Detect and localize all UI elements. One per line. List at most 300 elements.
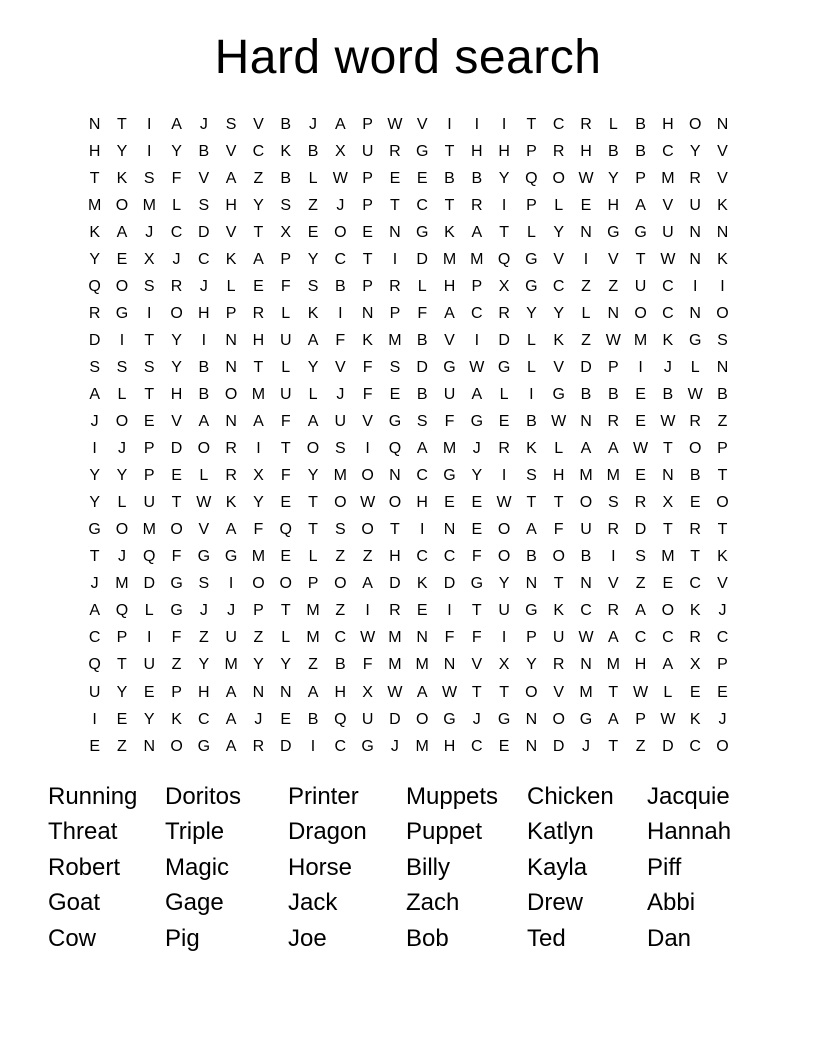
grid-letter: L (663, 683, 673, 701)
grid-letter: I (119, 331, 125, 349)
grid-letter: K (225, 494, 237, 512)
grid-letter: W (360, 629, 376, 647)
grid-letter: B (717, 385, 728, 403)
grid-letter: E (717, 683, 728, 701)
grid-letter: M (142, 521, 156, 539)
grid-letter: C (471, 737, 483, 755)
grid-letter: T (471, 602, 482, 620)
grid-letter: V (553, 683, 565, 701)
word-list-column (48, 779, 165, 956)
grid-letter: C (662, 304, 674, 322)
grid-letter: I (147, 304, 152, 322)
grid-letter: W (441, 683, 458, 701)
grid-letter: V (607, 575, 619, 593)
grid-letter: H (198, 304, 210, 322)
grid-letter: Y (171, 331, 182, 349)
grid-letter: M (606, 656, 620, 674)
grid-letter: R (580, 115, 592, 133)
grid-letter: T (444, 142, 455, 160)
grid-letter: R (225, 467, 237, 485)
grid-letter: K (717, 548, 728, 566)
grid-letter: N (662, 467, 674, 485)
grid-letter: T (444, 196, 455, 214)
grid-letter: B (662, 385, 674, 403)
grid-letter: V (225, 142, 237, 160)
grid-letter: V (171, 413, 182, 431)
grid-letter: O (361, 521, 374, 539)
grid-letter: F (444, 413, 455, 431)
word-list-column (288, 779, 406, 956)
grid-letter: J (117, 440, 126, 458)
grid-letter: R (607, 602, 620, 620)
grid-letter: W (605, 331, 621, 349)
grid-letter: E (498, 737, 510, 755)
grid-letter: E (143, 683, 155, 701)
grid-letter: C (252, 142, 265, 160)
grid-letter: G (497, 358, 511, 376)
grid-letter: O (525, 683, 538, 701)
grid-letter: O (497, 521, 511, 539)
grid-letter: N (607, 304, 620, 322)
grid-letter: R (471, 196, 483, 214)
grid-letter: H (88, 142, 101, 160)
grid-letter: M (633, 331, 648, 349)
grid-letter: M (388, 331, 402, 349)
grid-letter: G (361, 737, 374, 755)
grid-letter: E (444, 494, 455, 512)
grid-letter: Z (635, 737, 646, 755)
grid-letter: I (720, 277, 725, 295)
word-item: Triple (165, 818, 225, 846)
grid-letter: C (170, 223, 183, 241)
grid-letter: B (280, 169, 292, 187)
grid-letter: Y (553, 223, 565, 241)
grid-letter: U (552, 629, 565, 647)
grid-letter: E (171, 467, 182, 485)
word-item: Magic (165, 853, 230, 881)
grid-letter: K (171, 710, 182, 728)
grid-letter: H (471, 142, 483, 160)
grid-letter: O (661, 602, 675, 620)
grid-letter: B (607, 385, 619, 403)
grid-letter: T (553, 494, 564, 512)
grid-letter: D (443, 575, 456, 593)
grid-letter: J (472, 710, 481, 728)
grid-letter: K (362, 331, 373, 349)
grid-letter: N (580, 575, 592, 593)
grid-letter: Z (608, 277, 619, 295)
grid-letter: V (717, 575, 728, 593)
grid-letter: F (280, 277, 291, 295)
grid-letter: Y (498, 169, 510, 187)
grid-letter: U (443, 385, 456, 403)
grid-letter: O (334, 494, 347, 512)
word-list-column (406, 779, 527, 956)
grid-letter: E (116, 250, 128, 268)
grid-letter: E (471, 494, 483, 512)
grid-letter: I (692, 277, 698, 295)
grid-letter: Z (253, 169, 264, 187)
grid-letter: S (334, 521, 346, 539)
grid-letter: A (607, 710, 619, 728)
grid-letter: R (552, 656, 565, 674)
grid-letter: M (306, 602, 320, 620)
grid-letter: V (444, 331, 455, 349)
grid-letter: R (607, 413, 620, 431)
grid-letter: K (662, 331, 674, 349)
grid-letter: P (225, 304, 237, 322)
grid-letter: I (447, 602, 452, 620)
grid-letter: X (280, 223, 292, 241)
grid-letter: I (419, 521, 425, 539)
grid-letter: W (387, 683, 403, 701)
grid-letter: R (225, 440, 237, 458)
grid-letter: P (280, 250, 292, 268)
grid-letter: T (662, 521, 673, 539)
grid-letter: Z (581, 331, 591, 349)
word-item: Dan (647, 924, 692, 952)
grid-letter: Q (88, 656, 101, 674)
grid-letter: J (472, 440, 481, 458)
word-item: Jacquie (647, 783, 730, 810)
grid-letter: A (526, 521, 537, 539)
grid-letter: I (474, 331, 480, 349)
grid-letter: M (388, 656, 402, 674)
grid-letter: G (415, 142, 429, 160)
grid-letter: Q (525, 169, 538, 187)
grid-letter: D (662, 737, 674, 755)
grid-letter: I (147, 115, 152, 133)
grid-row (81, 111, 736, 138)
grid-letter: E (416, 602, 428, 620)
word-list-column (165, 779, 288, 956)
grid-letter: O (115, 196, 129, 214)
grid-letter: F (417, 304, 428, 322)
grid-letter: S (143, 169, 155, 187)
grid-letter: X (334, 142, 346, 160)
grid-letter: J (199, 277, 208, 295)
grid-letter: I (201, 331, 207, 349)
grid-letter: T (280, 602, 291, 620)
grid-letter: U (662, 223, 674, 241)
grid-letter: N (225, 358, 237, 376)
grid-letter: B (471, 169, 483, 187)
grid-letter: E (280, 548, 292, 566)
grid-letter: O (115, 521, 129, 539)
grid-letter: O (306, 440, 320, 458)
grid-letter: C (580, 602, 592, 620)
word-item: Bob (406, 924, 449, 952)
grid-letter: B (198, 142, 210, 160)
grid-letter: T (690, 548, 701, 566)
grid-letter: G (224, 548, 238, 566)
grid-letter: M (606, 467, 620, 485)
grid-letter: O (361, 467, 374, 485)
grid-letter: G (443, 467, 456, 485)
grid-letter: Z (253, 629, 264, 647)
word-item: Hannah (647, 818, 732, 846)
grid-letter: H (607, 196, 620, 214)
grid-letter: T (662, 440, 673, 458)
grid-row (81, 409, 736, 436)
grid-letter: T (253, 358, 264, 376)
word-item: Threat (48, 818, 118, 846)
grid-letter: A (334, 115, 346, 133)
grid-letter: X (498, 277, 510, 295)
grid-letter: K (444, 223, 455, 241)
grid-letter: S (307, 277, 319, 295)
grid-letter: Z (308, 196, 318, 214)
grid-letter: C (552, 277, 565, 295)
grid-letter: X (662, 494, 674, 512)
word-item: Doritos (165, 783, 242, 810)
grid-letter: P (389, 304, 401, 322)
grid-letter: C (689, 575, 701, 593)
grid-letter: L (281, 629, 291, 647)
grid-letter: D (198, 223, 210, 241)
grid-letter: M (142, 196, 156, 214)
grid-letter: P (253, 602, 264, 620)
grid-letter: Y (471, 467, 483, 485)
grid-letter: K (717, 196, 728, 214)
page-title: Hard word search (214, 31, 602, 84)
grid-letter: V (471, 656, 483, 674)
grid-letter: I (501, 467, 507, 485)
grid-letter: B (334, 277, 346, 295)
grid-row (81, 733, 736, 760)
grid-letter: G (470, 413, 484, 431)
grid-letter: Z (362, 548, 373, 566)
grid-letter: A (253, 250, 264, 268)
grid-letter: M (442, 440, 457, 458)
grid-letter: R (689, 169, 701, 187)
grid-letter: Z (635, 575, 646, 593)
grid-letter: A (225, 521, 237, 539)
grid-letter: O (334, 575, 347, 593)
grid-letter: L (554, 440, 564, 458)
grid-letter: P (143, 467, 155, 485)
grid-letter: E (635, 385, 646, 403)
grid-letter: F (444, 629, 455, 647)
grid-letter: J (309, 115, 318, 133)
grid-letter: T (608, 737, 619, 755)
grid-letter: A (607, 629, 619, 647)
grid-letter: P (362, 277, 373, 295)
grid-letter: U (361, 710, 374, 728)
grid-letter: A (416, 440, 428, 458)
grid-letter: G (197, 548, 211, 566)
grid-letter: K (225, 250, 237, 268)
grid-letter: U (143, 494, 156, 512)
grid-letter: K (526, 440, 537, 458)
grid-letter: O (170, 304, 183, 322)
grid-row (81, 165, 736, 192)
grid-letter: N (143, 737, 156, 755)
grid-letter: A (362, 575, 373, 593)
grid-letter: B (635, 115, 646, 133)
grid-letter: V (334, 358, 346, 376)
word-list (48, 779, 743, 956)
grid-letter: S (143, 358, 155, 376)
grid-letter: T (253, 223, 264, 241)
grid-row (81, 300, 736, 327)
grid-letter: I (392, 250, 398, 268)
grid-letter: I (310, 737, 316, 755)
grid-letter: A (635, 602, 646, 620)
grid-letter: I (147, 629, 152, 647)
grid-letter: H (634, 656, 647, 674)
grid-letter: L (226, 277, 236, 295)
grid-letter: G (443, 358, 456, 376)
grid-letter: P (471, 277, 483, 295)
grid-letter: U (279, 331, 292, 349)
grid-row (81, 354, 736, 381)
grid-letter: T (717, 521, 728, 539)
grid-letter: W (633, 683, 649, 701)
grid-letter: T (526, 494, 537, 512)
grid-letter: O (688, 115, 702, 133)
grid-letter: M (87, 196, 102, 214)
grid-letter: T (280, 440, 291, 458)
grid-letter: M (115, 575, 129, 593)
grid-letter: O (688, 440, 702, 458)
grid-row (81, 273, 736, 300)
word-item: Katlyn (527, 818, 594, 846)
grid-letter: O (716, 494, 729, 512)
word-list-column (647, 779, 743, 956)
word-item: Chicken (527, 783, 614, 810)
grid-letter: H (334, 683, 347, 701)
grid-letter: M (306, 629, 320, 647)
grid-letter: O (415, 710, 429, 728)
grid-letter: P (635, 710, 646, 728)
grid-letter: X (689, 656, 701, 674)
grid-letter: N (716, 223, 729, 241)
grid-letter: I (447, 115, 452, 133)
grid-letter: A (171, 115, 182, 133)
grid-letter: A (471, 223, 483, 241)
grid-letter: N (580, 413, 592, 431)
grid-letter: M (442, 250, 457, 268)
grid-letter: R (389, 602, 401, 620)
grid-letter: S (416, 413, 428, 431)
grid-letter: Y (607, 169, 619, 187)
grid-letter: J (581, 737, 590, 755)
grid-letter: O (579, 494, 593, 512)
grid-letter: Q (143, 548, 156, 566)
grid-letter: R (389, 142, 401, 160)
grid-letter: E (689, 494, 701, 512)
grid-letter: C (88, 629, 101, 647)
grid-letter: L (308, 548, 318, 566)
grid-letter: U (498, 602, 510, 620)
grid-letter: W (196, 494, 212, 512)
grid-letter: A (116, 223, 128, 241)
grid-letter: B (526, 548, 537, 566)
grid-letter: K (416, 575, 428, 593)
word-item: Cow (48, 924, 97, 952)
grid-letter: H (170, 385, 183, 403)
grid-letter: F (171, 629, 182, 647)
grid-letter: C (634, 629, 647, 647)
grid-letter: J (145, 223, 154, 241)
word-item: Horse (288, 853, 353, 881)
grid-letter: P (607, 358, 619, 376)
grid-letter: S (225, 115, 237, 133)
grid-letter: B (444, 169, 455, 187)
grid-letter: B (635, 142, 646, 160)
grid-letter: R (498, 304, 510, 322)
grid-letter: P (635, 169, 646, 187)
grid-letter: K (689, 710, 701, 728)
grid-letter: R (88, 304, 101, 322)
grid-letter: Y (280, 656, 292, 674)
grid-letter: T (144, 385, 155, 403)
grid-letter: N (225, 331, 237, 349)
grid-letter: U (279, 385, 292, 403)
grid-letter: T (390, 521, 400, 539)
grid-row (81, 652, 736, 679)
grid-letter: V (198, 169, 210, 187)
grid-letter: I (501, 629, 507, 647)
grid-letter: T (390, 196, 400, 214)
grid-letter: G (415, 223, 429, 241)
grid-letter: Y (307, 467, 319, 485)
grid-letter: H (416, 494, 428, 512)
grid-letter: O (224, 385, 238, 403)
grid-letter: B (416, 385, 428, 403)
word-item: Ted (527, 924, 566, 952)
grid-letter: E (280, 710, 292, 728)
word-item: Kayla (527, 853, 588, 881)
grid-letter: Z (581, 277, 591, 295)
grid-letter: W (633, 440, 649, 458)
grid-letter: Y (198, 656, 210, 674)
grid-letter: R (689, 521, 701, 539)
grid-letter: E (471, 521, 483, 539)
grid-letter: V (416, 115, 428, 133)
grid-letter: T (553, 575, 564, 593)
word-item: Printer (288, 783, 359, 810)
grid-letter: B (198, 358, 210, 376)
grid-letter: V (362, 413, 373, 431)
grid-letter: N (689, 250, 701, 268)
word-search-grid (81, 111, 736, 760)
grid-row (81, 571, 736, 598)
grid-letter: M (415, 656, 429, 674)
grid-letter: T (717, 467, 728, 485)
grid-letter: V (717, 169, 728, 187)
grid-letter: K (689, 602, 701, 620)
grid-letter: Y (553, 304, 565, 322)
grid-letter: C (416, 196, 428, 214)
grid-letter: U (361, 142, 374, 160)
grid-letter: F (171, 548, 182, 566)
grid-letter: Z (335, 548, 346, 566)
grid-letter: N (525, 737, 538, 755)
word-item: Jack (288, 889, 338, 917)
grid-row (81, 544, 736, 571)
grid-letter: I (474, 115, 480, 133)
grid-letter: B (307, 710, 319, 728)
grid-letter: T (471, 683, 482, 701)
grid-letter: B (280, 115, 292, 133)
grid-letter: T (89, 548, 100, 566)
grid-letter: Q (115, 602, 129, 620)
grid-letter: S (280, 196, 292, 214)
grid-letter: G (170, 575, 183, 593)
grid-letter: S (198, 575, 210, 593)
